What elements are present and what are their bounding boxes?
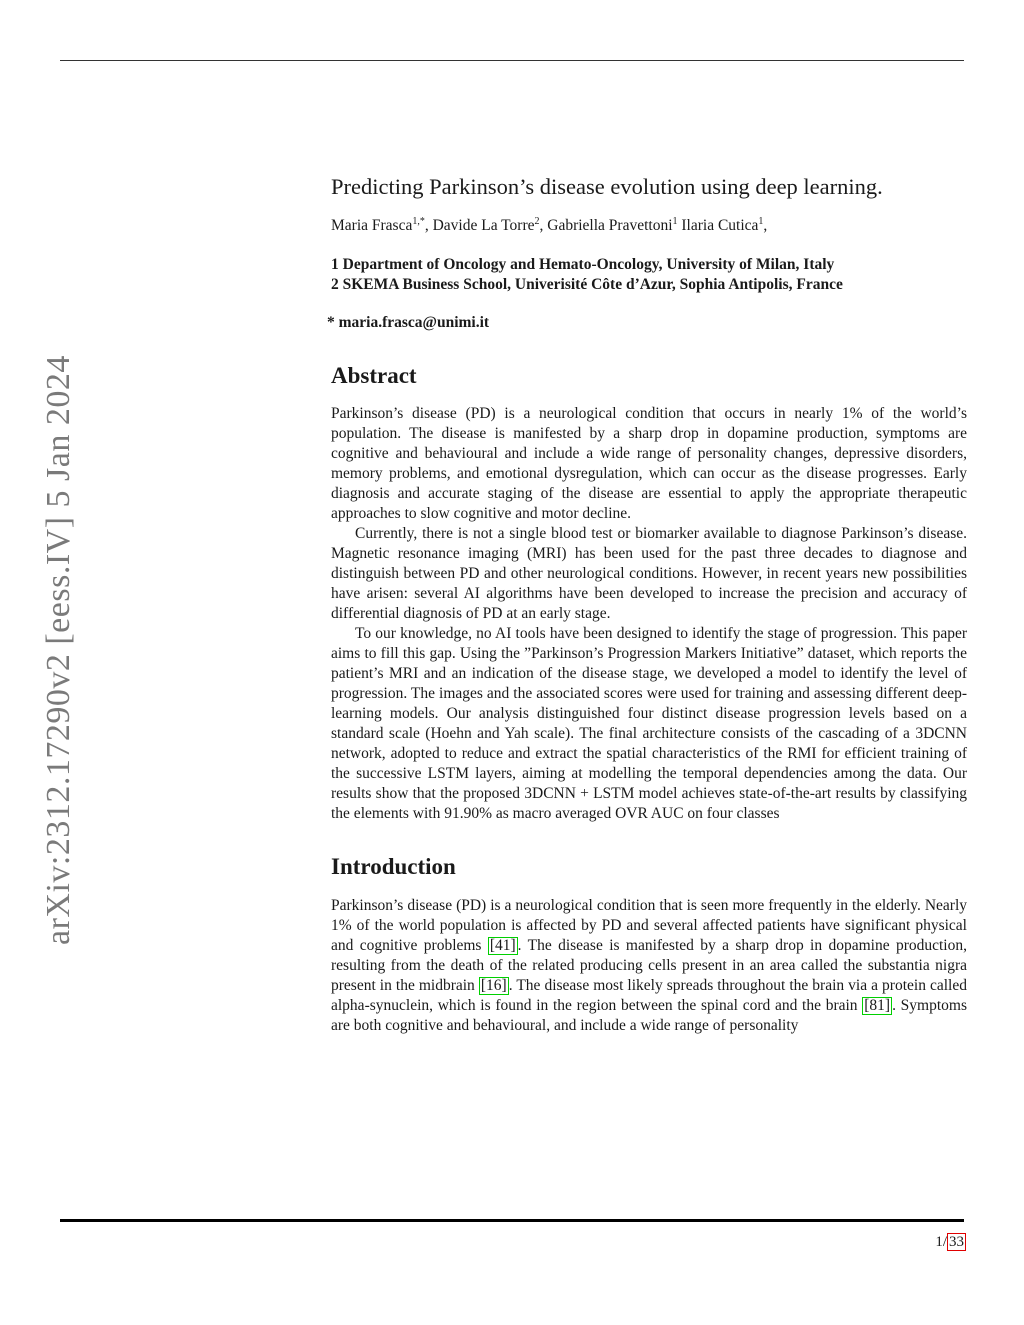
abstract-paragraph: To our knowledge, no AI tools have been designed to identify the stage of progression. This paper aims to fill this gap. Using the ”Parkinson’s Progression Markers Initiative” dataset, which reports the patient’s MRI and an indication of the disease stage, we developed a model to identify the level of progression. The images and the associated scores were used for training and assessing different deep-learning models. Our analysis distinguished four distinct disease progression levels based on a standard scale (Hoehn and Yah scale). The final architecture consists of the cascading of a 3DCNN network, adopted to reduce and extract the spatial characteristics of the RMI for efficient training of the successive LSTM layers, aiming at modelling the temporal dependencies among the data. Our results show that the proposed 3DCNN + LSTM model achieves state-of-the-art results by classifying the elements with 91.90% as macro averaged OVR AUC on four classes — [331, 625, 967, 823]
page-current: 1/ — [935, 1234, 947, 1250]
footer-rule — [60, 1219, 964, 1222]
header-rule — [60, 60, 964, 61]
author-sep: , — [763, 217, 768, 235]
intro-text: . Symptoms are both cognitive and behavioural, and include a wide range of personality — [331, 997, 968, 1035]
citation-link[interactable]: [16] — [480, 977, 507, 995]
affiliation-2: 2 SKEMA Business School, Univerisité Côte d’Azur, Sophia Antipolis, France — [331, 275, 843, 293]
author-name: Ilaria Cutica — [681, 217, 759, 235]
affiliations — [331, 255, 967, 295]
author-list — [331, 216, 967, 236]
author-sep: , — [539, 217, 548, 235]
paper-content — [327, 172, 968, 1036]
author-sup: 1,* — [412, 216, 425, 228]
intro-text: . The disease most likely spreads throughout the brain via a protein called alpha-synuclein, which is found in the region between the spinal cord and the brain — [331, 977, 967, 1015]
abstract-paragraph: Currently, there is not a single blood test or biomarker available to diagnose Parkinson’s disease. Magnetic resonance imaging (MRI) has been used for the past three decades to diagnose and distinguish between PD and other neurological conditions. However, in recent years new possibilities have arisen: several AI algorithms have been developed to increase the precision and accuracy of differential diagnosis of PD at an early stage. — [331, 525, 967, 623]
page-number — [935, 1233, 966, 1251]
author-sup: 2 — [534, 216, 540, 228]
introduction-paragraph — [331, 896, 967, 1036]
intro-text: Parkinson’s disease (PD) is a neurological condition that is seen more frequently in the elderly. Nearly 1% of the world population is affected by PD and several affected patients have significant physical and cognitive problems — [331, 897, 967, 955]
author-sup: 1 — [758, 216, 764, 228]
author-name: Maria Frasca — [331, 217, 413, 235]
citation-link[interactable]: [41] — [489, 937, 516, 955]
affiliation-1: 1 Department of Oncology and Hemato-Oncology, University of Milan, Italy — [331, 255, 835, 273]
abstract-paragraph: Parkinson’s disease (PD) is a neurological condition that occurs in nearly 1% of the world’s population. The disease is manifested by a sharp drop in dopamine production, symptoms are cognitive and behavioural and include a wide range of personality changes, depressive disorders, memory problems, and emotional dysregulation, which can occur as the disease progresses. Early diagnosis and accurate staging of the disease are essential to apply the appropriate therapeutic approaches to slow cognitive and motor decline. — [331, 405, 967, 523]
author-sep: , — [424, 217, 433, 235]
page-total-link[interactable]: 33 — [949, 1234, 964, 1250]
introduction-heading: Introduction — [331, 854, 456, 880]
author-name: Gabriella Pravettoni — [547, 217, 673, 235]
author-sup: 1 — [672, 216, 678, 228]
abstract-heading: Abstract — [331, 362, 417, 388]
arxiv-identifier: arXiv:2312.17290v2 [eess.IV] 5 Jan 2024 — [40, 355, 77, 945]
corresponding-email: * maria.frasca@unimi.it — [327, 313, 490, 331]
citation-link[interactable]: [81] — [864, 997, 891, 1015]
author-name: Davide La Torre — [432, 217, 535, 235]
intro-text: . The disease is manifested by a sharp drop in dopamine production, resulting from the death of the related producing cells present in an area called the substantia nigra present in the midbrain — [331, 937, 967, 995]
paper-title: Predicting Parkinson’s disease evolution using deep learning. — [331, 174, 883, 199]
